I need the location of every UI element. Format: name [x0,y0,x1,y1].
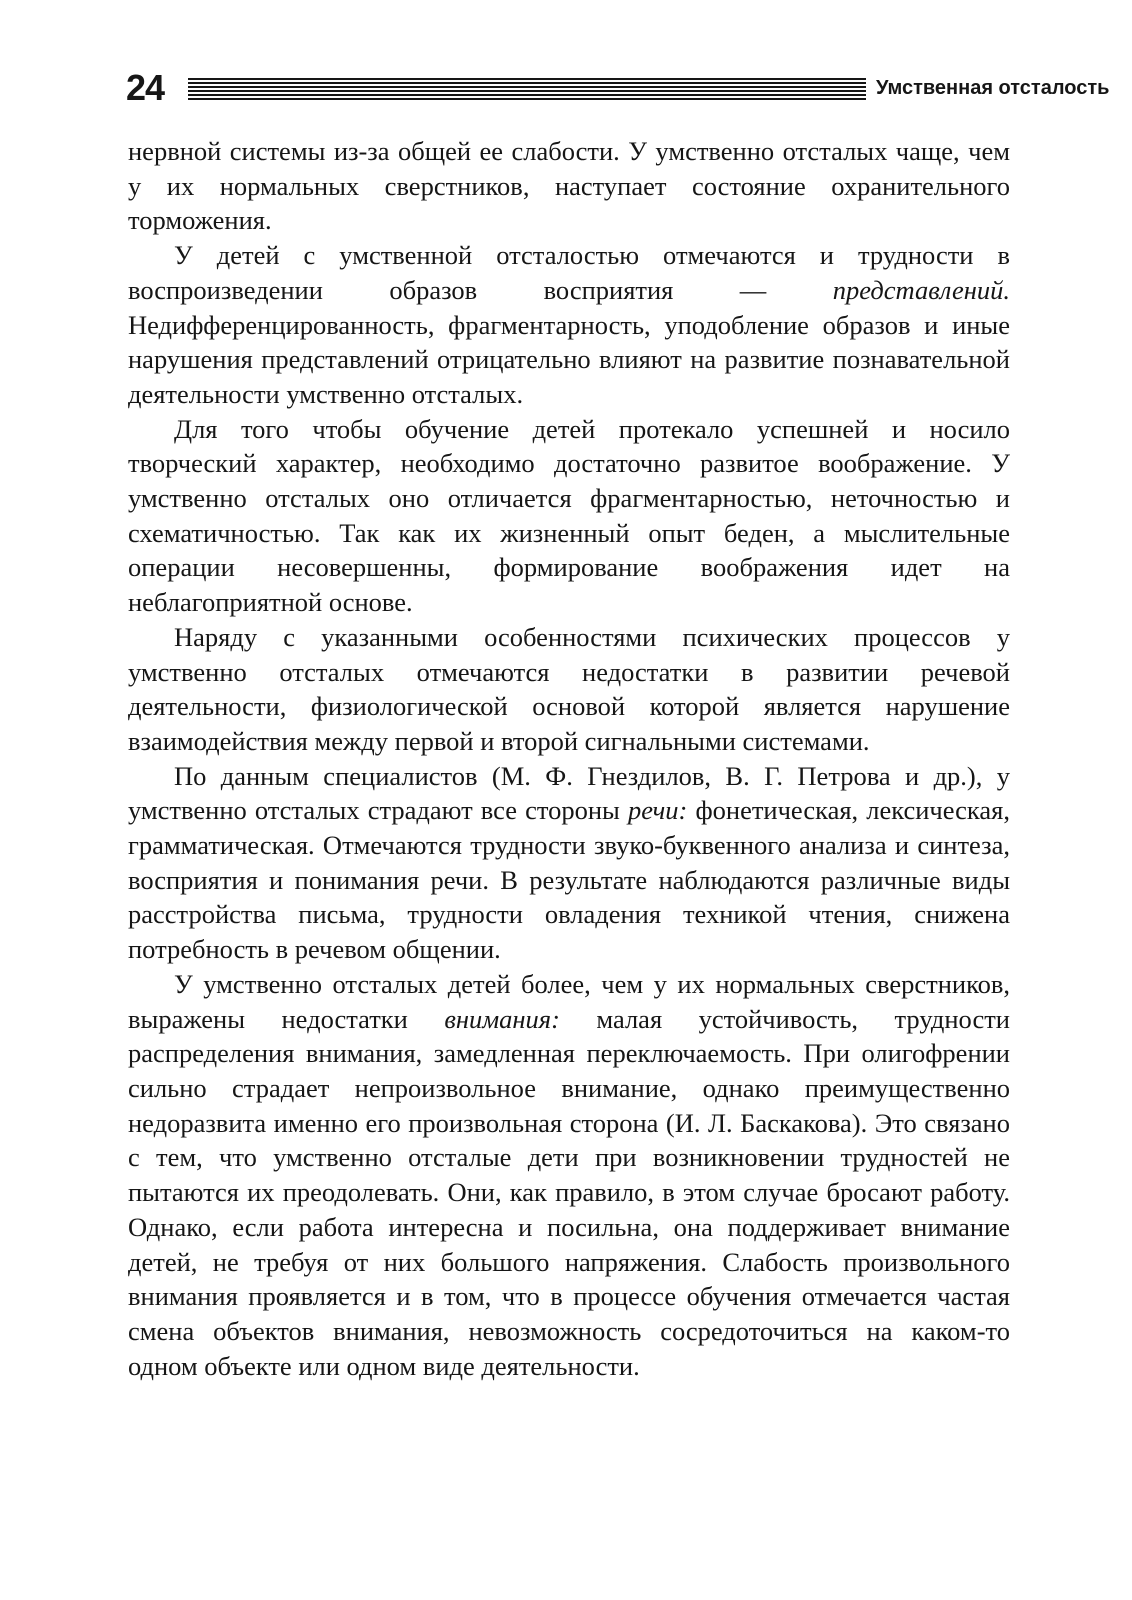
text-run: Для того чтобы обучение детей протекало успешней и носило творческий характер, необходимо достаточно развитое воображение. У умственно отсталых оно отличается фрагментарностью, неточностью и схематичностью. Так как их жизненный опыт беден, а мыслительные операции несовершенны, формирование воображения идет на неблагоприятной основе. [128,413,1010,618]
text-run: По данным специалистов (М. Ф. Гнездилов, В. Г. Петрова и др.), у умственно отсталых страдают все стороны [128,760,1010,826]
paragraph [128,620,1010,759]
page-header [126,66,1110,110]
text-run: У умственно отсталых детей более, чем у их нормальных сверстников, выражены недостатки [128,968,1010,1034]
paragraph [128,412,1010,620]
text-run: фонетическая, лексическая, грамматическая. Отмечаются трудности звуко-буквенного анализа и синтеза, восприятия и понимания речи. В результате наблюдаются различные виды расстройства письма, трудности овладения техникой чтения, снижена потребность в речевом общении. [128,795,1010,965]
text-run: Наряду с указанными особенностями психических процессов у умственно отсталых отмечаются недостатки в развитии речевой деятельности, физиологической основой которой является нарушение взаимодействия между первой и второй сигнальными системами. [128,621,1010,756]
paragraph [128,967,1010,1383]
paragraph [128,134,1010,238]
running-title: Умственная отсталость [876,77,1110,99]
paragraph [128,759,1010,967]
emphasized-term: внимания: [444,1003,560,1034]
emphasized-term: речи: [627,795,688,826]
text-run: Недифференцированность, фрагментарность, уподобление образов и иные нарушения представлений отрицательно влияют на развитие познавательной деятельности умственно отсталых. [128,309,1010,409]
header-decorative-rule [188,78,866,100]
page-number: 24 [126,67,165,108]
body-text [128,134,1010,1383]
text-run: У детей с умственной отсталостью отмечаются и трудности в воспроизведении образов восприятия — [128,240,1010,305]
text-run: нервной системы из-за общей ее слабости. У умственно отсталых чаще, чем у их нормальных сверстников, наступает состояние охранительного торможения. [128,136,1010,236]
emphasized-term: представлений. [832,274,1010,305]
text-run: малая устойчивость, трудности распределения внимания, замедленная переключаемость. При олигофрении сильно страдает непроизвольное внимание, однако преимущественно недоразвита именно его произвольная сторона (И. Л. Баскакова). Это связано с тем, что умственно отсталые дети при возникновении трудностей не пытаются их преодолевать. Они, как правило, в этом случае бросают работу. Однако, если работа интересна и посильна, она поддерживает внимание детей, не требуя от них большого напряжения. Слабость произвольного внимания проявляется и в том, что в процессе обучения отмечается частая смена объектов внимания, невозможность сосредоточиться на каком-то одном объекте или одном виде деятельности. [128,1003,1010,1381]
paragraph [128,238,1010,412]
